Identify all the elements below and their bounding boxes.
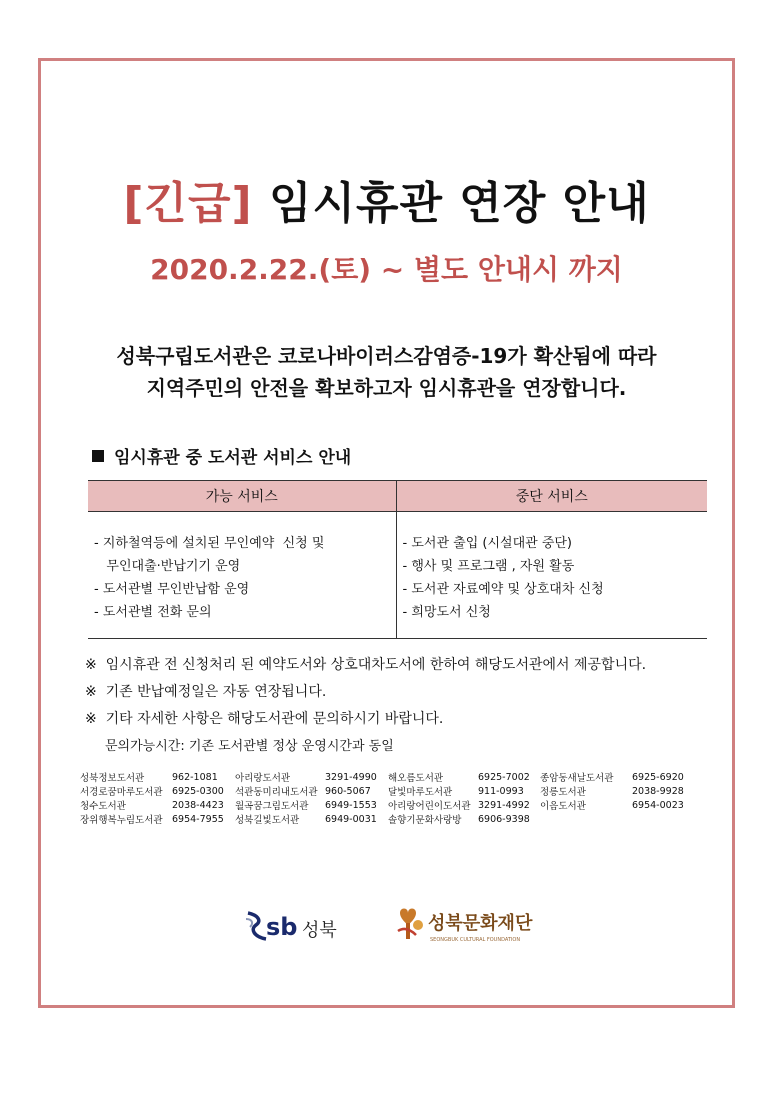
library-name: 솔향기문화사랑방 — [388, 815, 462, 826]
library-phone: 911-0993 — [478, 785, 524, 797]
library-phone: 6925-6920 — [632, 771, 684, 783]
library-phone — [632, 812, 700, 826]
library-phone: 6949-0031 — [325, 813, 377, 825]
intro-text — [0, 340, 773, 404]
service-table — [88, 480, 707, 639]
sb-logo-text: 성북 — [302, 920, 337, 941]
note: ※ 기타 자세한 사항은 해당도서관에 문의하시기 바랍니다. — [85, 711, 444, 727]
urgent-tag: [긴급] — [123, 178, 253, 229]
library-name: 청수도서관 — [80, 801, 126, 812]
list-item: - 행사 및 프로그램 , 자원 활동 — [402, 559, 575, 574]
table-row — [80, 784, 700, 798]
library-name: 달빛마루도서관 — [388, 787, 453, 798]
list-item: 무인대출·반납기기 운영 — [94, 559, 241, 574]
list-item: - 희망도서 신청 — [402, 605, 491, 620]
library-name: 이음도서관 — [540, 801, 586, 812]
table-row — [80, 770, 700, 784]
library-directory — [80, 770, 700, 826]
library-phone: 6925-0300 — [172, 785, 224, 797]
suspended-header: 중단 서비스 — [396, 481, 707, 512]
library-phone: 962-1081 — [172, 771, 218, 783]
library-name: 월곡꿈그림도서관 — [235, 801, 309, 812]
square-bullet-icon — [92, 450, 104, 462]
list-item: - 도서관별 전화 문의 — [94, 605, 212, 620]
library-name: 아리랑어린이도서관 — [388, 801, 471, 812]
title-main: 임시휴관 연장 안내 — [268, 178, 650, 229]
seongbuk-logo — [244, 905, 356, 947]
note: ※ 임시휴관 전 신청처리 된 예약도서와 상호대차도서에 한하여 해당도서관에서 제공합니다. — [85, 657, 647, 673]
library-name: 서경로꿈마루도서관 — [80, 787, 163, 798]
intro-line: 성북구립도서관은 코로나바이러스감염증-19가 확산됨에 따라 — [116, 344, 657, 368]
list-item: - 도서관별 무인반납함 운영 — [94, 582, 250, 597]
foundation-emblem-icon — [396, 905, 556, 947]
list-item: - 도서관 출입 (시설대관 중단) — [402, 536, 573, 551]
library-name: 정릉도서관 — [540, 787, 586, 798]
available-cell — [88, 512, 396, 639]
library-phone: 2038-9928 — [632, 785, 684, 797]
available-header: 가능 서비스 — [88, 481, 396, 512]
intro-line: 지역주민의 안전을 확보하고자 임시휴관을 연장합니다. — [146, 376, 627, 400]
section-heading-text: 임시휴관 중 도서관 서비스 안내 — [114, 448, 352, 468]
library-name — [540, 812, 632, 826]
library-phone: 6954-0023 — [632, 799, 684, 811]
library-name: 석관동미리내도서관 — [235, 787, 318, 798]
library-phone: 6949-1553 — [325, 799, 377, 811]
library-phone: 6954-7955 — [172, 813, 224, 825]
section-heading — [92, 443, 351, 468]
library-name: 종암동새날도서관 — [540, 773, 614, 784]
page-title — [0, 176, 773, 232]
library-phone: 6906-9398 — [478, 813, 530, 825]
svg-text:sb: sb — [266, 913, 298, 941]
foundation-name: 성북문화재단 — [428, 913, 533, 934]
library-phone: 3291-4990 — [325, 771, 377, 783]
table-row — [80, 798, 700, 812]
foundation-sub: SEONGBUK CULTURAL FOUNDATION — [430, 937, 521, 943]
table-row — [80, 812, 700, 826]
library-phone: 960-5067 — [325, 785, 371, 797]
library-name: 성북길빛도서관 — [235, 815, 300, 826]
library-phone: 2038-4423 — [172, 799, 224, 811]
list-item: - 지하철역등에 설치된 무인예약 신청 및 — [94, 536, 325, 551]
list-item: - 도서관 자료예약 및 상호대차 신청 — [402, 582, 604, 597]
library-name: 해오름도서관 — [388, 773, 444, 784]
library-name: 성북정보도서관 — [80, 773, 145, 784]
foundation-logo — [396, 905, 556, 947]
inquiry-hours: 문의가능시간: 기존 도서관별 정상 운영시간과 동일 — [105, 739, 394, 754]
library-name: 장위행복누림도서관 — [80, 815, 163, 826]
sb-logo-icon — [244, 905, 356, 947]
library-name: 아리랑도서관 — [235, 773, 291, 784]
library-phone: 6925-7002 — [478, 771, 530, 783]
period-subtitle: 2020.2.22.(토) ~ 별도 안내시 까지 — [150, 253, 623, 286]
suspended-cell — [396, 512, 707, 639]
notes — [85, 652, 646, 760]
library-phone: 3291-4992 — [478, 799, 530, 811]
note: ※ 기존 반납예정일은 자동 연장됩니다. — [85, 684, 327, 700]
